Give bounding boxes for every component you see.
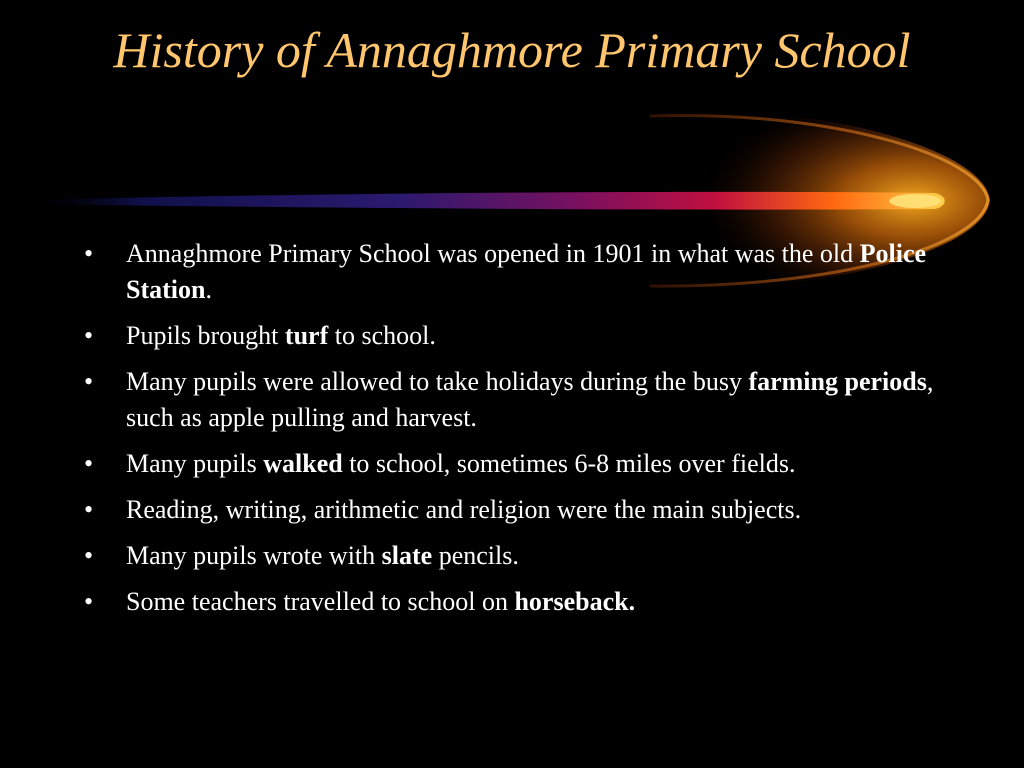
- bullet-text: Reading, writing, arithmetic and religion were the main subjects.: [126, 495, 802, 524]
- bullet-dot-icon: •: [84, 449, 94, 478]
- bullet-text: Annaghmore Primary School was opened in 1901 in what was the old: [126, 239, 860, 268]
- bullet-text: Many pupils were allowed to take holidays during the busy: [126, 367, 749, 396]
- bullet-dot-icon: •: [84, 239, 94, 268]
- bullet-text: Many pupils: [126, 449, 264, 478]
- bullet-text: Pupils brought: [126, 321, 285, 350]
- bullet-item: [84, 584, 954, 620]
- bullet-dot-icon: •: [84, 495, 94, 524]
- bullet-item: [84, 364, 954, 436]
- bullet-dot-icon: •: [84, 587, 94, 616]
- bullet-text-tail: .: [205, 275, 212, 304]
- bullet-item: [84, 446, 954, 482]
- bullet-item: [84, 318, 954, 354]
- bullet-emphasis: turf: [284, 321, 329, 350]
- bullet-text-tail: to school.: [328, 321, 436, 350]
- bullet-text-tail: pencils.: [432, 541, 519, 570]
- bullet-emphasis: horseback.: [514, 587, 636, 616]
- slide-title: History of Annaghmore Primary School: [113, 22, 911, 78]
- bullet-emphasis: walked: [263, 449, 343, 478]
- bullet-text: Some teachers travelled to school on: [126, 587, 515, 616]
- bullet-emphasis: farming periods: [748, 367, 927, 396]
- bullet-dot-icon: •: [84, 541, 94, 570]
- bullet-text-tail: , such as apple pulling and harvest.: [126, 367, 934, 432]
- bullet-emphasis: slate: [381, 541, 433, 570]
- bullet-item: [84, 492, 954, 528]
- bullet-text: Many pupils wrote with: [126, 541, 382, 570]
- bullet-item: [84, 538, 954, 574]
- bullet-dot-icon: •: [84, 367, 94, 396]
- bullet-list: [84, 236, 954, 630]
- bullet-text-tail: to school, sometimes 6-8 miles over fields.: [342, 449, 796, 478]
- bullet-dot-icon: •: [84, 321, 94, 350]
- bullet-emphasis: Police Station: [126, 239, 927, 304]
- bullet-item: [84, 236, 954, 308]
